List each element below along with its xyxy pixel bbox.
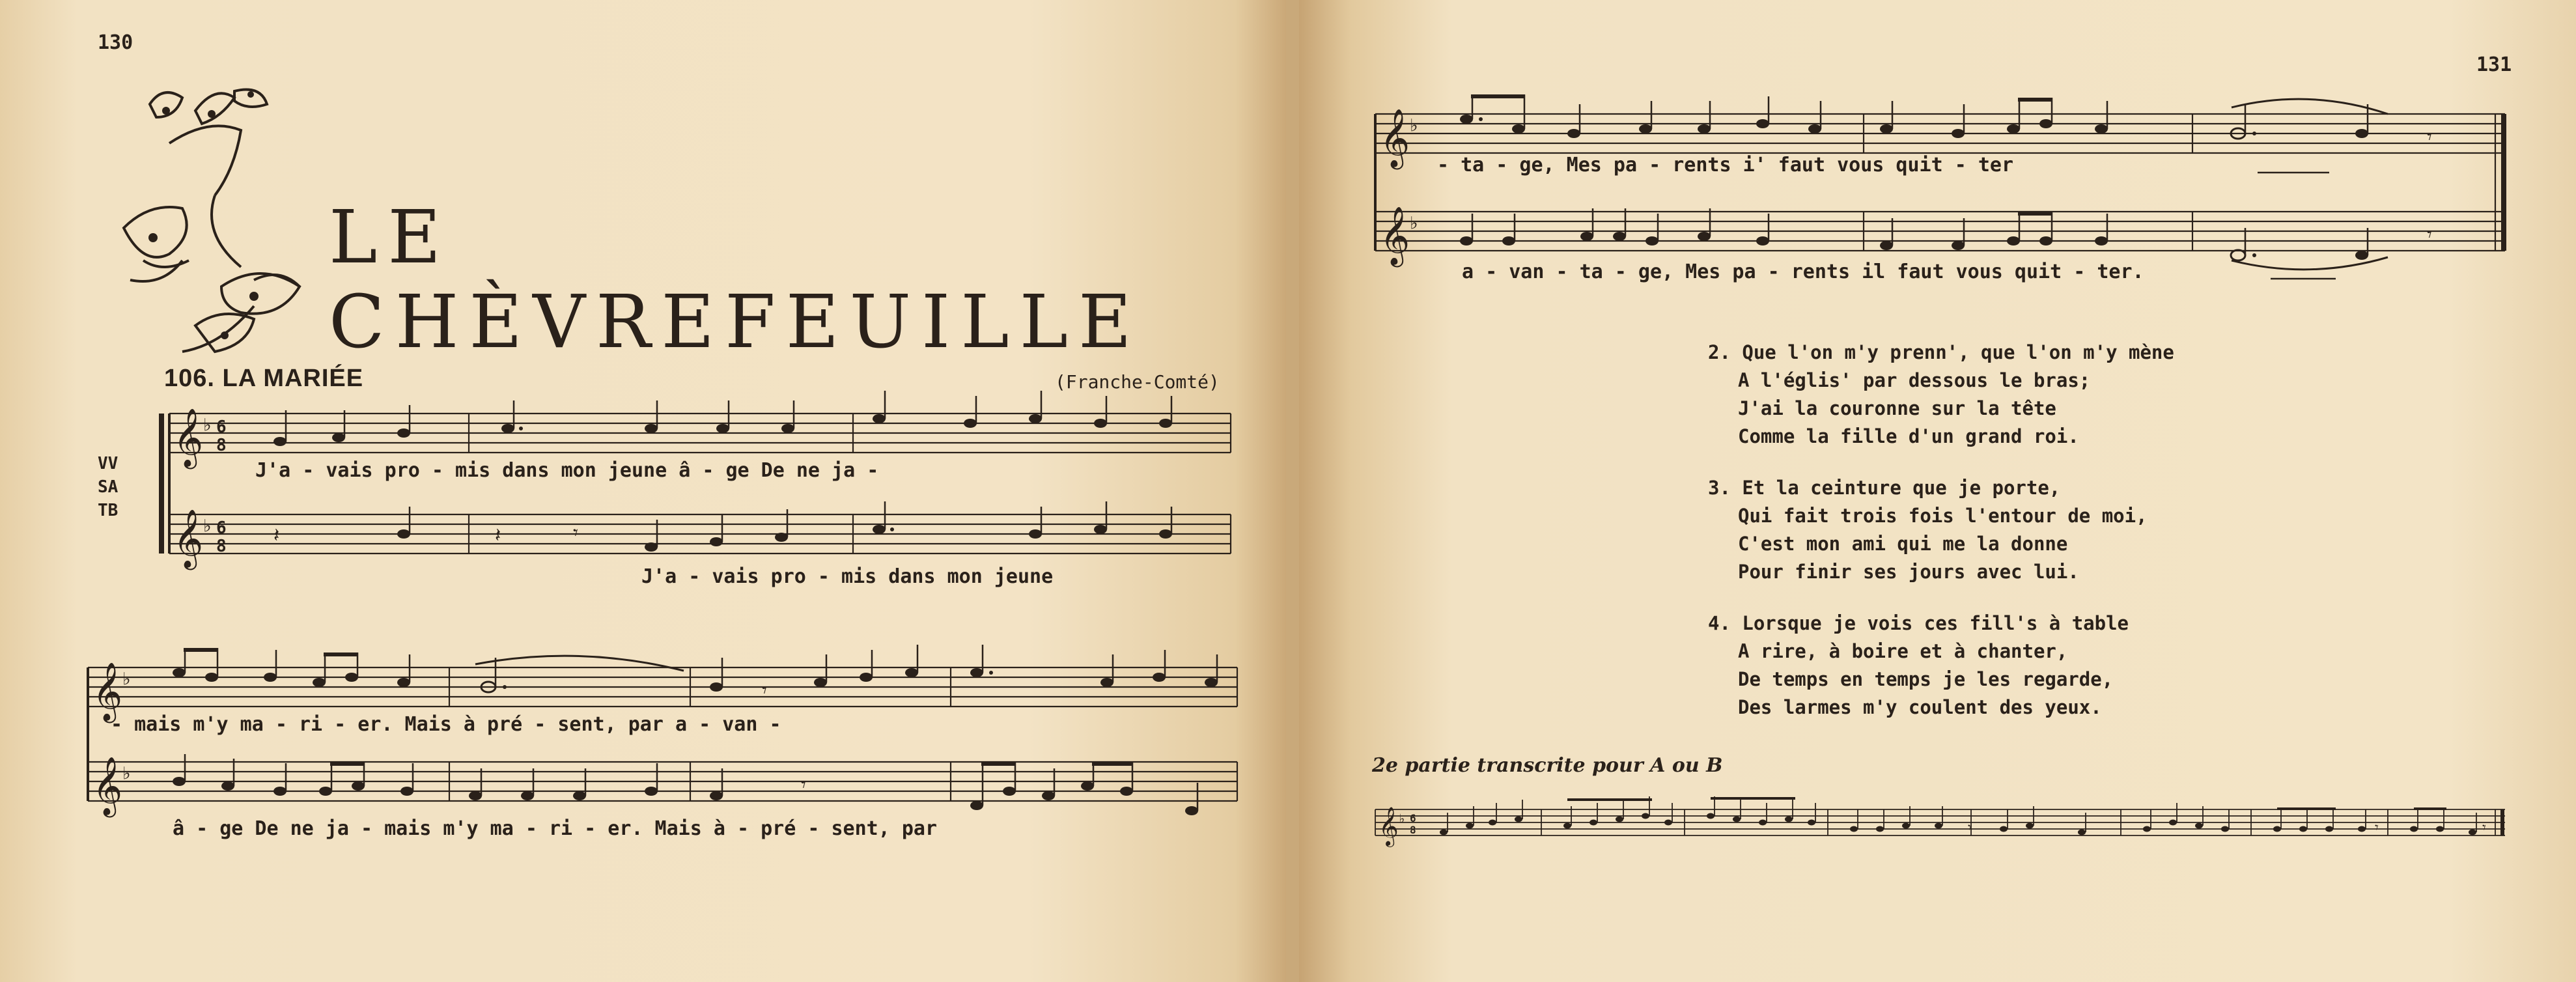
verse-4-line-3: De temps en temps je les regarde,	[1738, 668, 2114, 690]
verse-2-line-1: Que l'on m'y prenn', que l'on m'y mène	[1742, 341, 2174, 363]
verse-4-line-1: Lorsque je vois ces fill's à table	[1742, 612, 2129, 634]
chapter-title: LE CHÈVREFEUILLE	[329, 195, 1142, 365]
verse-3-line-1: Et la ceinture que je porte,	[1742, 477, 2061, 499]
music-system-3	[1372, 104, 2518, 274]
honeysuckle-ornament	[104, 65, 326, 358]
music-system-2	[85, 658, 1244, 821]
verse-3-line-4: Pour finir ses jours avec lui.	[1738, 561, 2079, 583]
lyrics-system2-upper: - mais m'y ma - ri - er. Mais à pré - sent, par a - van -	[111, 713, 781, 736]
song-number: 106	[164, 365, 208, 392]
svg-text:6: 6	[216, 417, 227, 437]
page-number-right: 131	[2476, 53, 2512, 76]
music-system-4-small	[1372, 793, 2508, 871]
svg-text:𝄾: 𝄾	[1968, 820, 1972, 836]
svg-text:♭: ♭	[1408, 212, 1420, 234]
svg-text:𝄞: 𝄞	[173, 509, 204, 568]
svg-text:♭: ♭	[1408, 115, 1420, 136]
svg-text:6: 6	[216, 518, 227, 538]
left-page	[0, 0, 1286, 982]
svg-text:𝄾: 𝄾	[2427, 126, 2432, 148]
svg-text:𝄾: 𝄾	[2482, 820, 2486, 836]
svg-text:♭: ♭	[121, 763, 132, 784]
voice-labels	[98, 452, 118, 522]
voice-label-sa: SA	[98, 477, 119, 497]
verse-2	[1708, 339, 2174, 451]
song-origin: (Franche-Comté)	[1055, 371, 1220, 393]
verse-2-line-2: A l'églis' par dessous le bras;	[1738, 369, 2091, 391]
verse-3	[1708, 474, 2148, 586]
voice-label-vv: VV	[98, 454, 119, 473]
svg-text:♭: ♭	[121, 668, 132, 690]
verse-4-line-2: A rire, à boire et à chanter,	[1738, 640, 2068, 662]
voice-label-tb: TB	[98, 501, 119, 520]
music-system-1	[156, 404, 1237, 580]
svg-text:𝄾: 𝄾	[801, 774, 806, 796]
song-heading: 106. LA MARIÉE	[164, 365, 364, 392]
svg-text:𝄾: 𝄾	[2375, 820, 2379, 836]
svg-text:𝄞: 𝄞	[92, 757, 123, 815]
lyrics-system1-upper: J'a - vais pro - mis dans mon jeune â - ge De ne ja -	[255, 459, 879, 482]
svg-text:𝄞: 𝄞	[1380, 109, 1410, 167]
part-transcription-label: 2e partie transcrite pour A ou B	[1372, 754, 1723, 777]
verse-4-line-4: Des larmes m'y coulent des yeux.	[1738, 696, 2102, 718]
verse-3-number: 3.	[1708, 477, 1731, 499]
verse-4	[1708, 610, 2129, 722]
lyrics-system2-lower: â - ge De ne ja - mais m'y ma - ri - er. Mais à - pré - sent, par	[173, 817, 937, 840]
svg-text:♭: ♭	[202, 515, 213, 537]
lyrics-system3-upper: - ta - ge, Mes pa - rents i' faut vous quit - ter	[1437, 154, 2014, 176]
svg-text:𝄾: 𝄾	[573, 522, 578, 544]
lyrics-system3-lower: a - van - ta - ge, Mes pa - rents il faut vous quit - ter.	[1462, 260, 2144, 283]
svg-text:𝄞: 𝄞	[173, 408, 204, 467]
svg-text:𝄞: 𝄞	[92, 662, 123, 721]
svg-text:8: 8	[216, 436, 227, 455]
svg-text:♭: ♭	[202, 414, 213, 436]
svg-text:6: 6	[1410, 812, 1416, 824]
svg-text:𝄞: 𝄞	[1379, 807, 1399, 846]
svg-text:𝄾: 𝄾	[762, 679, 767, 702]
verse-2-line-3: J'ai la couronne sur la tête	[1738, 397, 2056, 419]
svg-text:𝄽: 𝄽	[273, 524, 280, 547]
verse-3-line-3: C'est mon ami qui me la donne	[1738, 533, 2068, 555]
svg-text:𝄾: 𝄾	[2427, 223, 2432, 246]
verse-3-line-2: Qui fait trois fois l'entour de moi,	[1738, 505, 2148, 527]
svg-text:𝄽: 𝄽	[495, 524, 501, 547]
svg-text:♭: ♭	[1398, 811, 1407, 826]
verse-4-number: 4.	[1708, 612, 1731, 634]
svg-text:8: 8	[1410, 824, 1416, 836]
song-title: LA MARIÉE	[222, 365, 364, 392]
svg-text:𝄞: 𝄞	[1380, 206, 1410, 265]
verse-2-number: 2.	[1708, 341, 1731, 363]
right-page	[1299, 0, 2576, 982]
lyrics-system1-lower: J'a - vais pro - mis dans mon jeune	[641, 565, 1054, 588]
verse-2-line-4: Comme la fille d'un grand roi.	[1738, 425, 2079, 447]
page-number-left: 130	[98, 31, 133, 54]
svg-text:8: 8	[216, 537, 227, 556]
